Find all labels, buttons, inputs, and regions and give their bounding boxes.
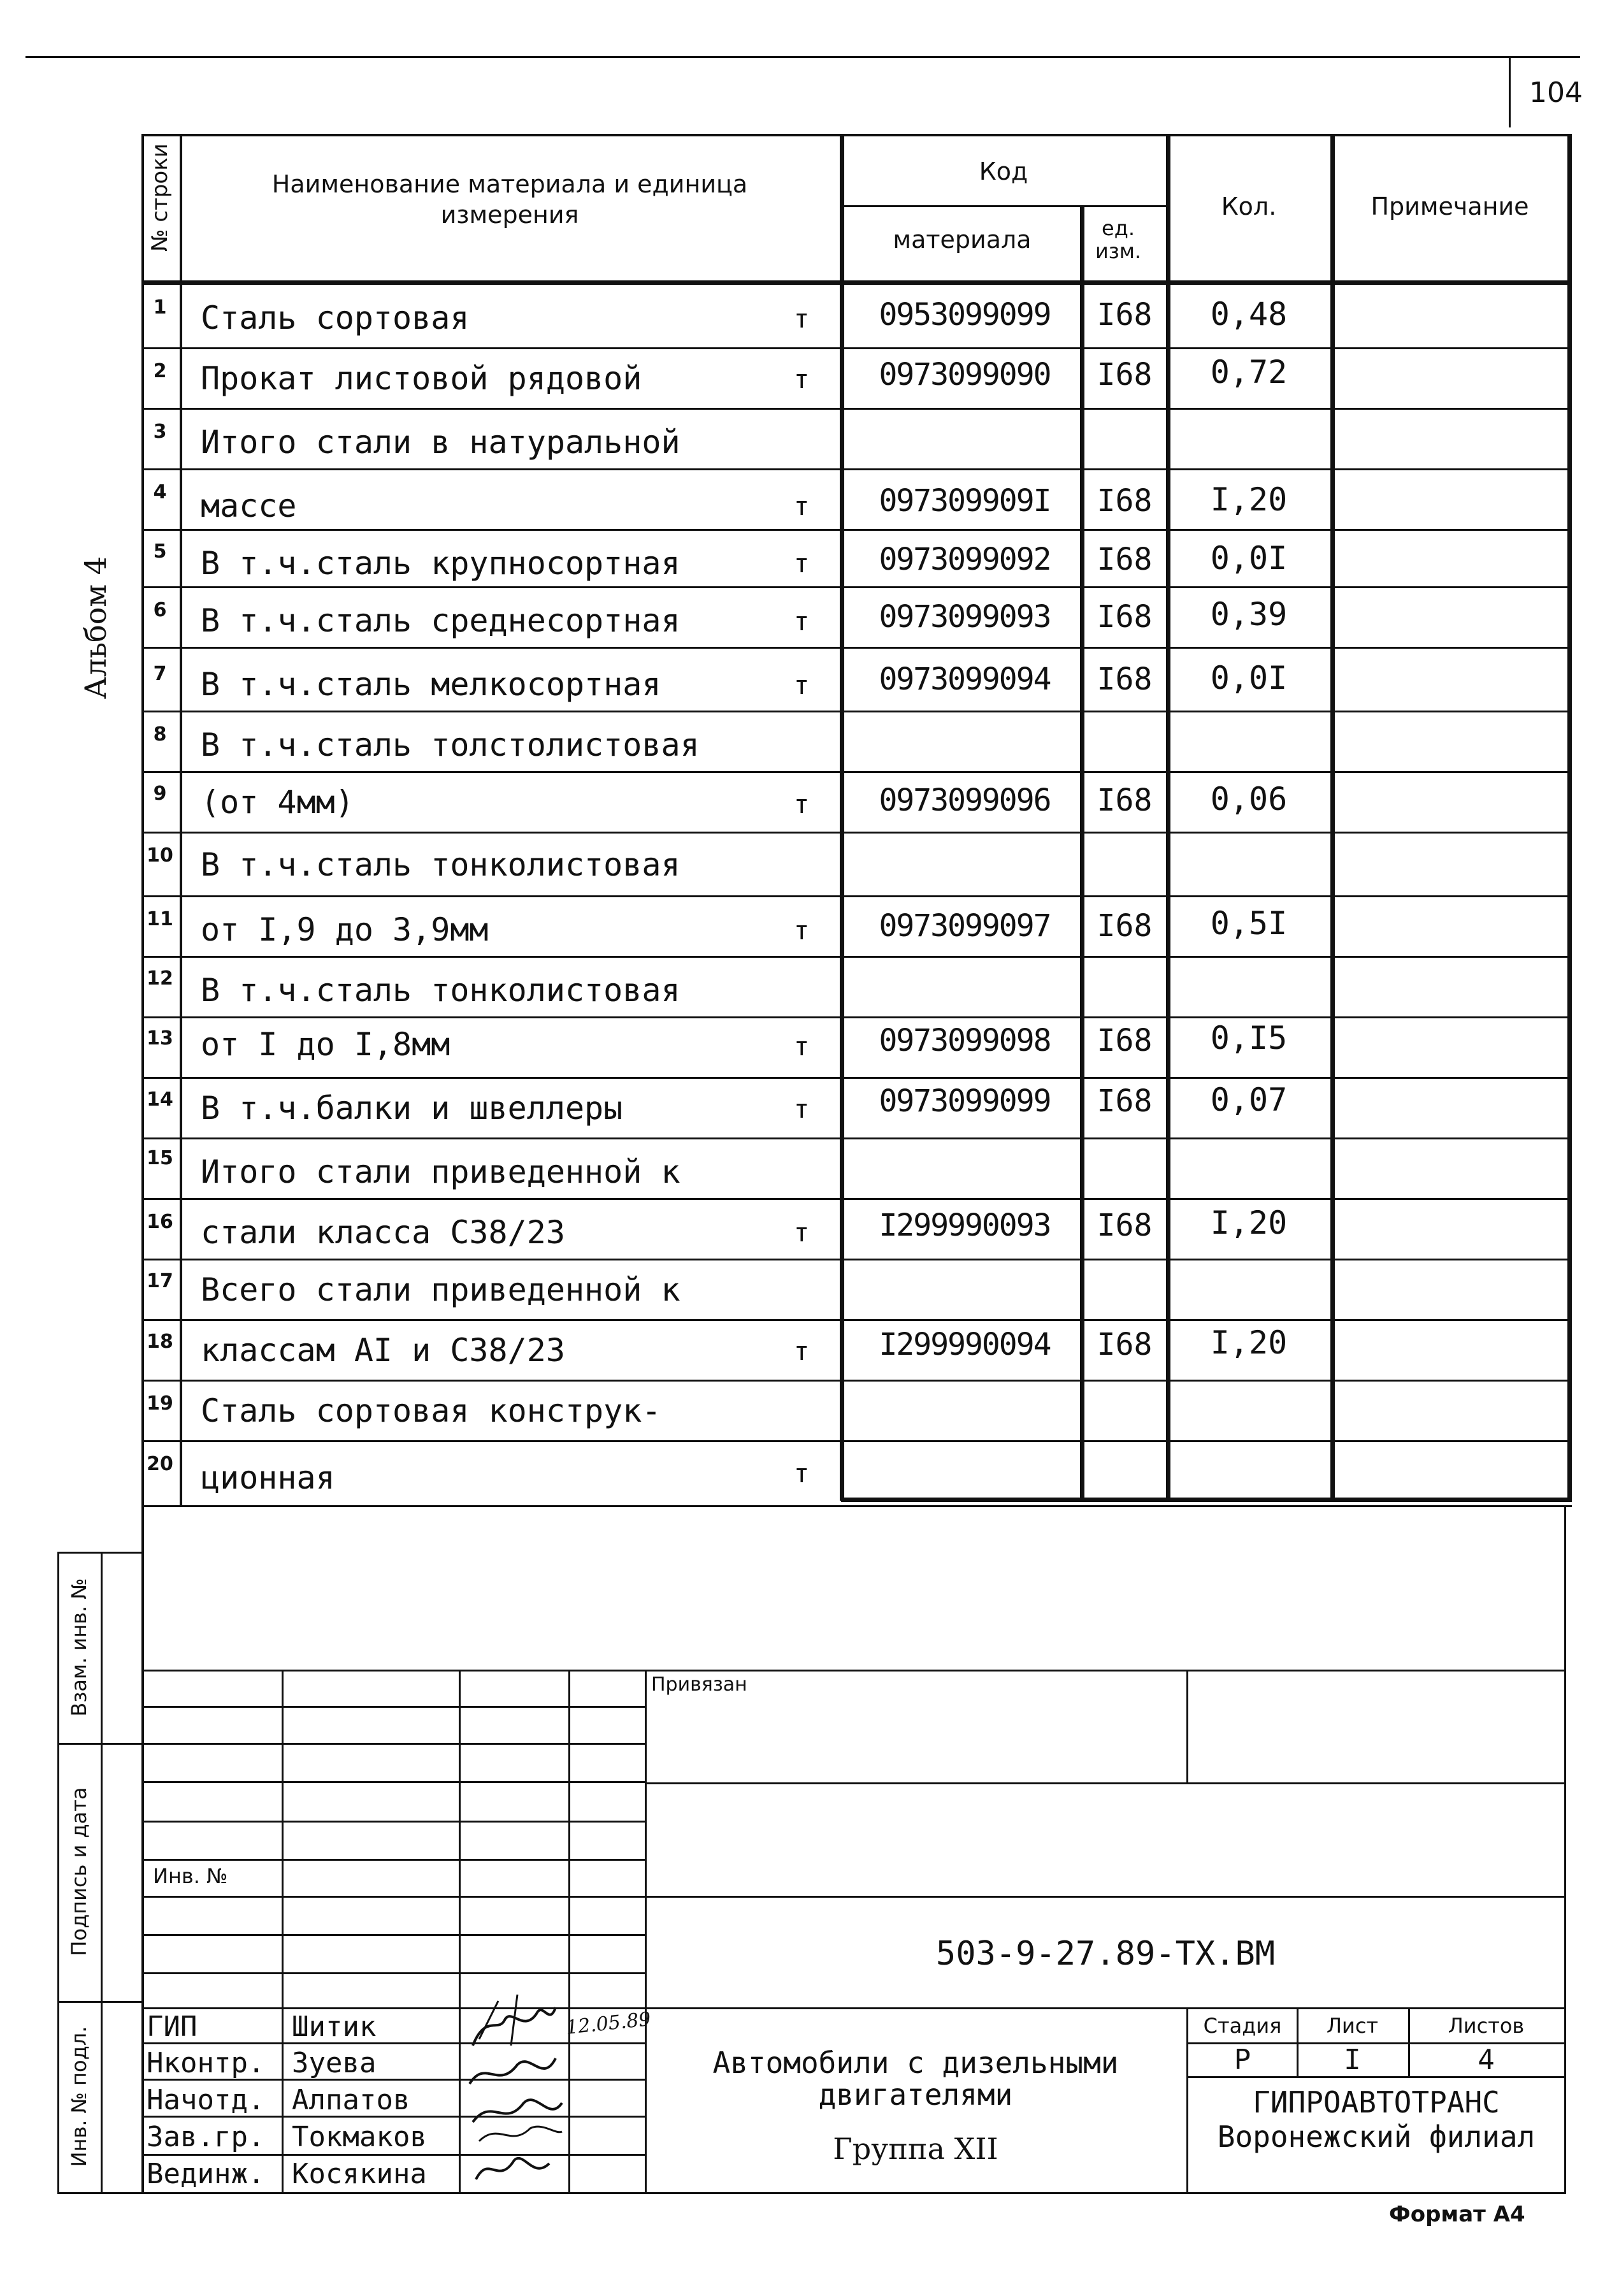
stage-label: Стадия [1203,2014,1282,2038]
row-separator [141,647,1572,649]
row-code: 0973099096 [879,783,1051,818]
row-unit: т [793,916,810,946]
row-code: 0973099098 [879,1023,1051,1058]
row-number: 16 [147,1211,173,1233]
side-label-inv-podl: Инв. № подл. [67,2026,91,2167]
row-number: 8 [153,723,167,746]
header-code: Код [979,157,1028,185]
row-number: 5 [153,540,167,563]
row-name: В т.ч.балки и швеллеры [201,1090,623,1127]
row-name: Сталь сортовая [201,300,470,336]
row-number: 2 [153,360,167,382]
row-code: 0973099092 [879,542,1051,577]
row-number: 14 [147,1088,173,1111]
row-separator [141,1319,1572,1321]
privyazan-label: Привязан [651,1673,747,1696]
row-separator [141,832,1572,834]
unit-divider [1166,134,1170,1501]
group-label: Группа XII [833,2132,998,2166]
stage-value: Р [1234,2044,1251,2076]
row-separator [141,1198,1572,1200]
row-name: от I,9 до 3,9мм [201,911,489,948]
document-code: 503-9-27.89-ТХ.ВМ [935,1935,1276,1973]
row-name: (от 4мм) [201,784,354,821]
row-number: 17 [147,1270,173,1292]
row-separator [141,895,1572,897]
row-number: 4 [153,481,167,503]
org-branch: Воронежский филиал [1217,2119,1536,2154]
row-number: 19 [147,1392,173,1415]
side-stamp-divider [101,1552,103,2192]
row-unit: т [793,671,810,700]
signer-name: Зуева [292,2047,377,2079]
row-separator [141,1259,1572,1260]
row-measure-code: I68 [1097,1327,1153,1362]
row-name: ционная [201,1459,335,1496]
title-block-line [1188,2076,1564,2078]
row-number: 15 [147,1147,173,1169]
side-label-podpis: Подпись и дата [67,1787,91,1956]
row-code: I299990094 [879,1327,1051,1362]
row-code: I299990093 [879,1208,1051,1243]
row-qty: 0,I5 [1210,1020,1288,1057]
header-material: материала [893,226,1032,254]
row-number: 7 [153,663,167,685]
signer-name: Косякина [292,2158,427,2190]
title-block-col [1186,1670,1188,1783]
qty-divider [1330,134,1335,1501]
row-number: 11 [147,908,173,930]
row-name: от I до I,8мм [201,1026,450,1063]
row-separator [141,586,1572,588]
row-unit: т [793,790,810,819]
title-block-col [645,1670,647,2192]
row-number: 9 [153,783,167,805]
row-code: 0973099090 [879,357,1051,393]
row-qty: 0,07 [1210,1081,1288,1118]
row-name: В т.ч.сталь толстолистовая [201,726,700,763]
row-number: 6 [153,599,167,621]
signer-name: Шитик [292,2011,377,2043]
row-name: В т.ч.сталь мелкосортная [201,666,661,703]
project-title [645,2047,1186,2111]
page-number: 104 [1529,76,1583,109]
sheets-value: 4 [1478,2044,1495,2076]
row-qty: 0,48 [1210,296,1288,333]
row-number: 12 [147,967,173,990]
row-separator [141,1137,1572,1139]
row-measure-code: I68 [1097,542,1153,577]
row-unit: т [793,1032,810,1062]
title-block-right-border [1564,1505,1566,2192]
row-name: Прокат листовой рядовой [201,360,642,397]
row-code: 0973099099 [879,1083,1051,1119]
title-block-col [568,1670,570,2192]
row-number: 20 [147,1453,173,1475]
row-qty: 0,5I [1210,905,1288,942]
row-qty: I,20 [1210,1204,1288,1241]
inv-no-label: Инв. № [153,1864,228,1888]
format-label: Формат А4 [1389,2202,1525,2227]
row-unit: т [793,1095,810,1124]
title-block-line [141,1670,1566,1671]
row-measure-code: I68 [1097,1083,1153,1119]
row-name: В т.ч.сталь тонколистовая [201,846,680,883]
signer-name: Токмаков [292,2121,427,2153]
signer-role: Зав.гр. [147,2121,265,2153]
header-bottom-border [141,280,1572,285]
material-code-divider [1080,205,1084,1501]
row-name: классам AI и С38/23 [201,1332,565,1369]
row-separator [141,1380,1572,1382]
row-unit: т [793,607,810,637]
table-base-line [141,1505,1572,1507]
top-rule [25,56,1580,58]
row-measure-code: I68 [1097,1023,1153,1058]
row-separator [141,1077,1572,1079]
signer-role: Вединж. [147,2158,265,2190]
row-measure-code: I68 [1097,908,1153,944]
row-unit: т [793,1218,810,1248]
row-name: Сталь сортовая конструк- [201,1392,661,1429]
header-row-number: № строки [147,143,173,252]
row-separator [141,408,1572,410]
title-block-line [141,1896,1566,1898]
row-qty: 0,0I [1210,660,1288,697]
header-unit: ед. изм. [1095,216,1142,263]
page-number-divider [1509,57,1511,127]
row-separator [141,1440,1572,1442]
table-top-border [141,134,1572,136]
row-unit: т [793,1459,810,1489]
row-separator [141,711,1572,712]
row-separator [141,771,1572,773]
sheet-label: Лист [1326,2014,1379,2038]
row-separator [141,347,1572,349]
right-border [1567,134,1572,1501]
row-name: В т.ч.сталь среднесортная [201,602,680,639]
row-separator [141,468,1572,470]
row-qty: I,20 [1210,481,1288,518]
project-title-text: Автомобили с дизельными двигателями [712,2046,1119,2112]
row-unit: т [793,305,810,334]
row-name: Итого стали приведенной к [201,1153,680,1190]
signature-date: 12.05.89 [565,2008,652,2039]
signer-name: Алпатов [292,2084,410,2116]
sheets-label: Листов [1448,2014,1525,2038]
table-bottom-border [841,1498,1572,1502]
row-separator [141,956,1572,958]
row-measure-code: I68 [1097,661,1153,697]
code-subheader-line [840,205,1166,207]
side-stamp-line [57,1743,143,1745]
row-number: 10 [147,844,173,867]
row-unit: т [793,1337,810,1366]
row-unit: т [793,492,810,521]
row-name: стали класса С38/23 [201,1214,565,1251]
row-measure-code: I68 [1097,483,1153,519]
signer-role: Начотд. [147,2084,265,2116]
row-name: Итого стали в натуральной [201,424,680,461]
row-measure-code: I68 [1097,599,1153,635]
title-block-line [645,1782,1566,1784]
header-name: Наименование материала и единица измерения [271,170,748,229]
handwritten-signatures [460,1975,568,2192]
row-number: 18 [147,1331,173,1353]
header-qty: Кол. [1221,192,1277,220]
row-code: 0973099093 [879,599,1051,635]
name-column-divider [840,134,844,1501]
row-qty: 0,0I [1210,540,1288,577]
row-measure-code: I68 [1097,357,1153,393]
side-label-vzam: Взам. инв. № [67,1578,91,1717]
row-number-column-divider [180,134,182,1505]
header-note: Примечание [1371,192,1529,220]
title-block-line [141,2007,1566,2009]
org-name: ГИПРОАВТОТРАНС [1253,2085,1500,2119]
row-code: 097309909I [879,483,1051,519]
row-code: 0973099097 [879,908,1051,944]
signer-role: ГИП [147,2011,198,2043]
row-name: Всего стали приведенной к [201,1271,680,1308]
row-name: В т.ч.сталь крупносортная [201,545,680,582]
row-number: 13 [147,1027,173,1050]
row-number: 3 [153,421,167,443]
side-stamp-left-border [57,1552,59,2192]
row-measure-code: I68 [1097,1208,1153,1243]
row-qty: 0,72 [1210,354,1288,391]
title-block-bottom-border [141,2192,1566,2194]
row-qty: 0,06 [1210,781,1288,818]
row-name: массе [201,487,297,524]
title-block-col [282,1670,284,2192]
row-unit: т [793,365,810,394]
row-qty: I,20 [1210,1324,1288,1361]
row-qty: 0,39 [1210,596,1288,633]
row-measure-code: I68 [1097,297,1153,333]
row-code: 0973099094 [879,661,1051,697]
row-code: 0953099099 [879,297,1051,333]
sheet-value: I [1344,2044,1361,2076]
row-measure-code: I68 [1097,783,1153,818]
row-number: 1 [153,296,167,319]
album-label: Альбом 4 [78,556,113,700]
signer-role: Нконтр. [147,2047,265,2079]
row-name: В т.ч.сталь тонколистовая [201,972,680,1009]
row-unit: т [793,549,810,579]
row-separator [141,1016,1572,1018]
row-separator [141,529,1572,531]
